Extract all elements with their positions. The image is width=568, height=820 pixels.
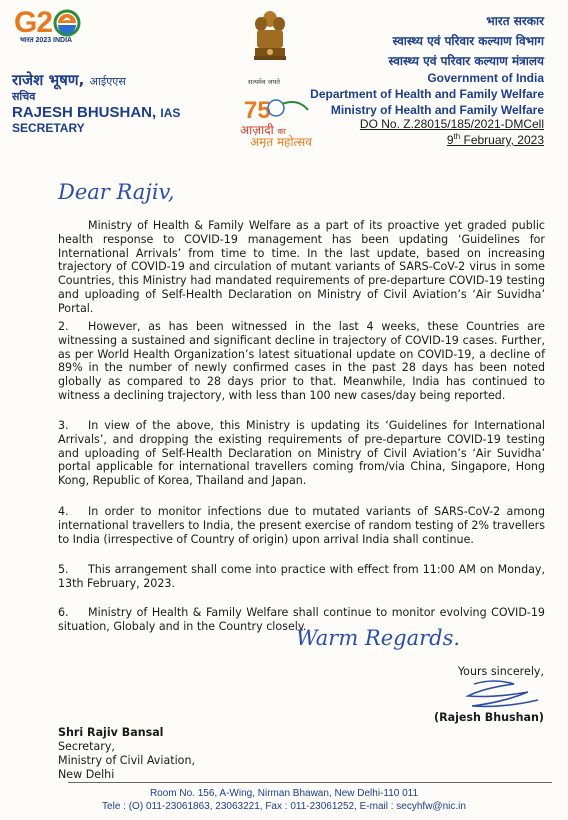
- svg-text:अमृत महोत्सव: अमृत महोत्सव: [250, 135, 312, 148]
- azadi-ka-amrit-mahotsav-logo: [238, 96, 330, 148]
- svg-text:आज़ादी का: आज़ादी का: [240, 123, 286, 137]
- gov-english-line-3: Ministry of Health and Family Welfare: [330, 103, 544, 117]
- emblem-caption: सत्यमेव जयते: [248, 78, 280, 86]
- signatory-name: (Rajesh Bhushan): [434, 711, 544, 724]
- addressee-name: Shri Rajiv Bansal: [58, 726, 164, 739]
- officer-suffix-hindi: आईएएस: [89, 75, 126, 88]
- addressee-city: New Delhi: [58, 768, 115, 781]
- lotus-globe-icon: [52, 8, 82, 38]
- salutation: Dear Rajiv,: [58, 180, 175, 204]
- gov-hindi-line-2: स्वास्थ्य एवं परिवार कल्याण विभाग: [392, 34, 544, 48]
- officer-name-english: RAJESH BHUSHAN, IAS: [12, 104, 181, 121]
- officer-name-hindi: राजेश भूषण, आईएएस: [12, 71, 126, 89]
- paragraph-6: 6. Ministry of Health & Family Welfare shall continue to monitor evolving COVID-19 situation, Globaly and in the Country closely.: [58, 606, 545, 633]
- footer-address: Room No. 156, A-Wing, Nirman Bhawan, New Delhi-110 011: [149, 788, 419, 799]
- paragraph-3: 3. In view of the above, this Ministry is updating its ‘Guidelines for International Arrivals’, and dropping the existing requirements of pre-departure COVID-19 testing and uploading of Self-Health Declaration on Ministry of Civil Aviation’s ‘Air Suvidha’ portal applicable for international travellers coming from/via China, Singapore, Hong Kong, Republic of Korea, Thailand and Japan.: [58, 419, 545, 488]
- national-emblem-icon: [250, 10, 290, 68]
- paragraph-2: 2. However, as has been witnessed in the last 4 weeks, these Countries are witnessing a sustained and significant decline in trajectory of COVID-19 cases. Further, as per World Health Organization’s latest situational update on COVID-19, a decline of 89% in the number of newly confirmed cases in the past 28 days has been noted globally as compared to 28 days prior to that. Meanwhile, India has continued to witness a declining trajectory, with less than 100 new cases/day being reported.: [58, 320, 545, 402]
- officer-designation-english: SECRETARY: [12, 121, 85, 135]
- gov-hindi-line-3: स्वास्थ्य एवं परिवार कल्याण मंत्रालय: [388, 54, 544, 68]
- addressee-organization: Ministry of Civil Aviation,: [58, 754, 196, 767]
- g20-logo: G2 भारत 2023 INDIA: [14, 6, 106, 62]
- handwritten-closing: Warm Regards.: [296, 626, 461, 650]
- handwritten-signature: [454, 676, 542, 712]
- gov-english-line-1: Government of India: [427, 71, 544, 85]
- officer-designation-hindi: सचिव: [12, 90, 36, 103]
- addressee-designation: Secretary,: [58, 740, 115, 753]
- gov-hindi-line-1: भारत सरकार: [486, 14, 544, 28]
- footer-contact: Tele : (O) 011-23061863, 23063221, Fax : 011-23061252, E-mail : secyhfw@nic.in: [102, 801, 466, 812]
- do-number: DO No. Z.28015/185/2021-DMCell: [359, 117, 544, 131]
- officer-suffix-english: IAS: [160, 106, 181, 120]
- paragraph-5: 5. This arrangement shall come into practice with effect from 11:00 AM on Monday, 13th February, 2023.: [58, 563, 545, 590]
- paragraph-4: 4. In order to monitor infections due to mutated variants of SARS-CoV-2 among international travellers to India, the present exercise of random testing of 2% travellers to India (irrespective of Country of origin) upon arrival India shall continue.: [58, 505, 545, 546]
- footer-divider: [68, 782, 552, 783]
- paragraph-1: Ministry of Health & Family Welfare as a part of its proactive yet graded public health response to COVID-19 management has been updating ‘Guidelines for International Arrivals’ from time to time. In the last update, based on increasing trajectory of COVID-19 and circulation of mutant variants of SARS-CoV-2 virus in some Countries, this Ministry had mandated requirements of pre-departure COVID-19 testing and uploading of Self-Health Declaration on Ministry of Civil Aviation’s ‘Air Suvidha’ Portal.: [58, 219, 545, 315]
- letter-date: 9th February, 2023: [446, 132, 544, 147]
- gov-english-line-2: Department of Health and Family Welfare: [310, 87, 544, 101]
- svg-text:75: 75: [244, 97, 271, 124]
- closing: Yours sincerely,: [457, 665, 544, 678]
